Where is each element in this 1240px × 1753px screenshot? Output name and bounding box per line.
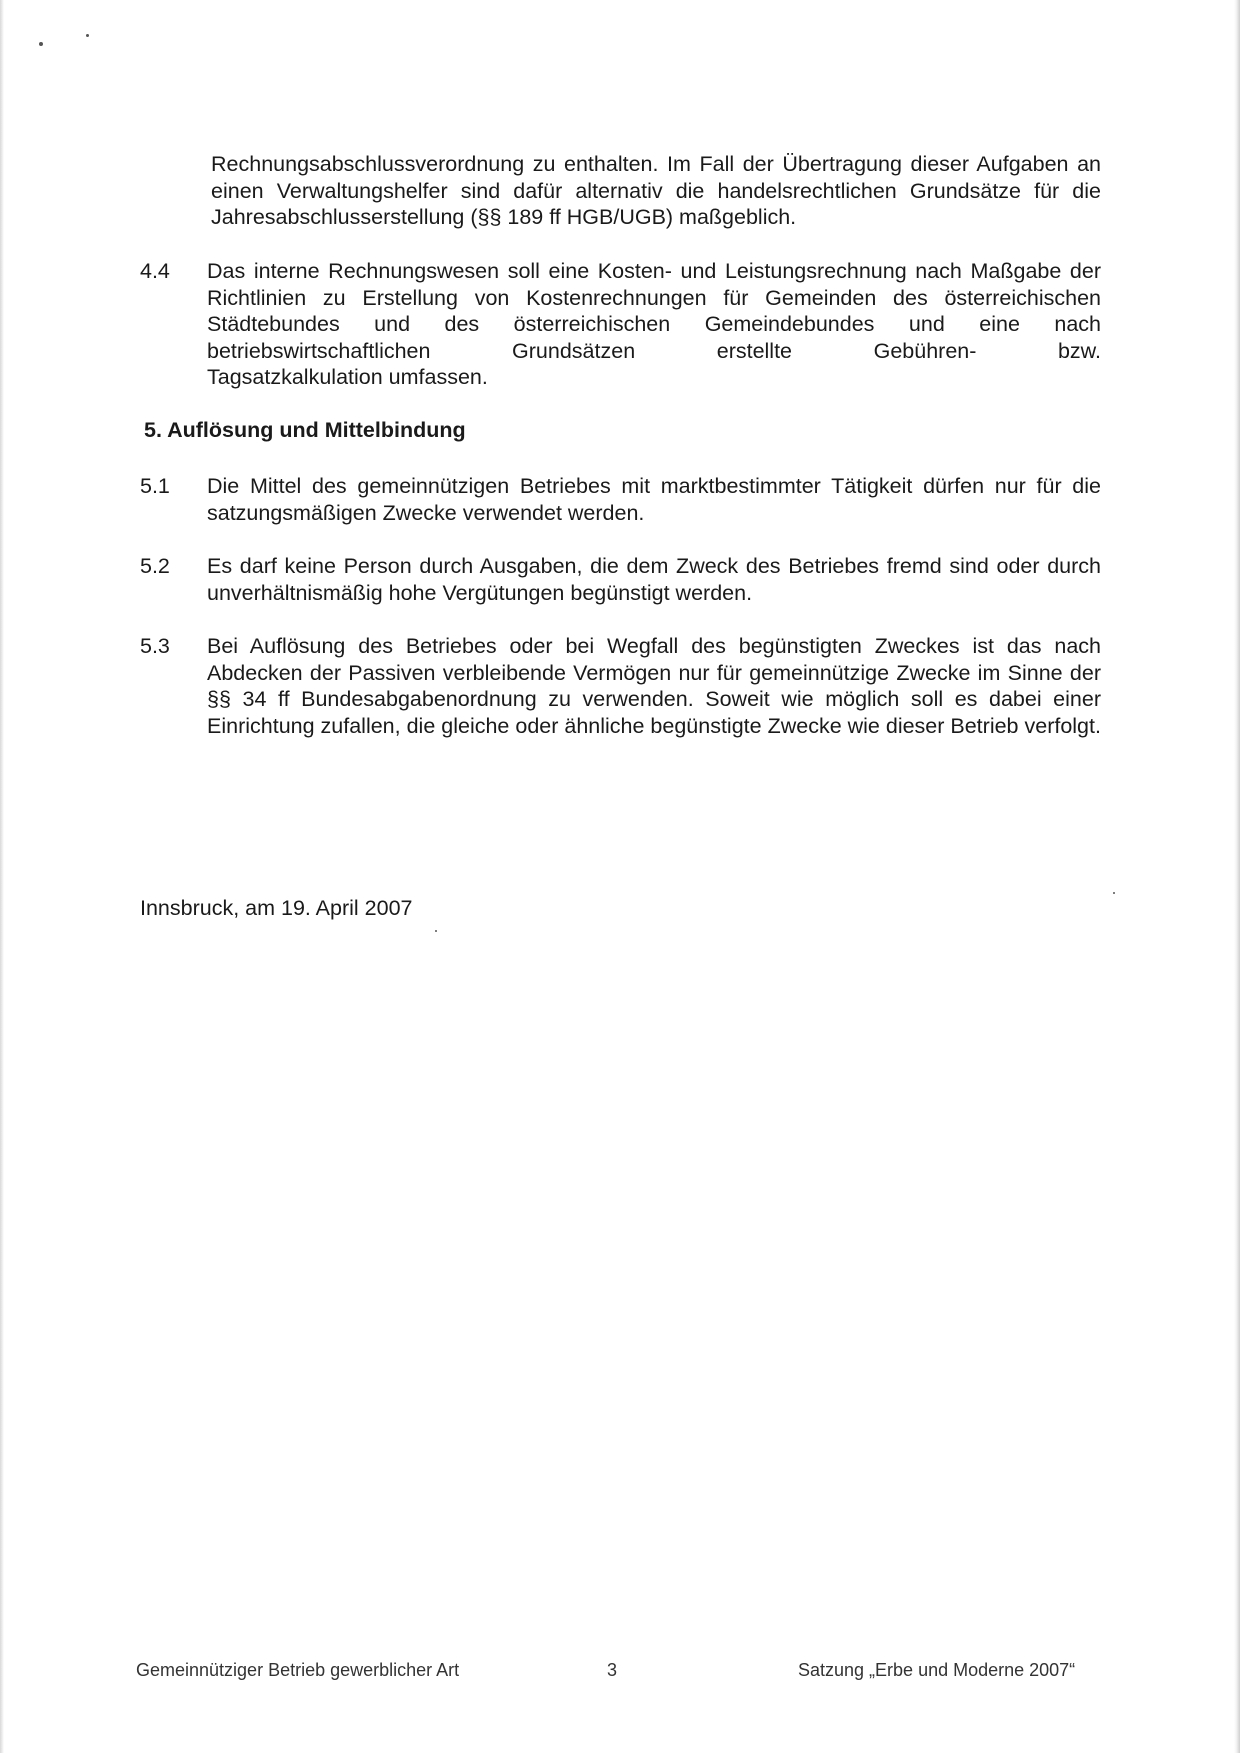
clause-text: Es darf keine Person durch Ausgaben, die dem Zweck des Betriebes fremd sind oder durch unverhältnismäßig hohe Vergütungen begünstigt werden. bbox=[207, 554, 1101, 605]
scan-speck bbox=[1113, 892, 1115, 894]
section-heading: 5. Auflösung und Mittelbindung bbox=[144, 418, 466, 442]
footer-right: Satzung „Erbe und Moderne 2007“ bbox=[798, 1660, 1076, 1680]
clause-4-4 bbox=[140, 258, 1101, 391]
scan-speck bbox=[39, 42, 43, 46]
clause-number: 5.3 bbox=[140, 634, 170, 658]
scan-edge-right bbox=[1234, 0, 1240, 1753]
scan-edge-left bbox=[0, 0, 4, 1753]
clause-text-last-line: Tagsatzkalkulation umfassen. bbox=[207, 365, 488, 389]
footer-left: Gemeinnütziger Betrieb gewerblicher Art bbox=[136, 1660, 460, 1680]
clause-number: 5.1 bbox=[140, 474, 170, 498]
continuation-paragraph: Rechnungsabschlussverordnung zu enthalten. Im Fall der Übertragung dieser Aufgaben an einen Verwaltungshelfer sind dafür alternativ die handelsrechtlichen Grundsätze für die Jahresabschlusserstellung (§§ 189 ff HGB/UGB) maßgeblich. bbox=[211, 152, 1101, 229]
clause-text: Bei Auflösung des Betriebes oder bei Wegfall des begünstigten Zweckes ist das nach Abdecken der Passiven verbleibende Vermögen nur für gemeinnützige Zwecke im Sinne der §§ 34 ff Bundesabgabenordnung zu verwenden. Soweit wie möglich soll es dabei einer Einrichtung zufallen, die gleiche oder ähnliche begünstigte Zwecke wie dieser Betrieb verfolgt. bbox=[207, 634, 1101, 738]
clause-number: 4.4 bbox=[140, 259, 170, 283]
clause-text-body: Das interne Rechnungswesen soll eine Kosten- und Leistungsrechnung nach Maßgabe der Richtlinien zu Erstellung von Kostenrechnungen für Gemeinden des österreichischen Städtebundes und des österreichischen Gemeindebundes und eine nach betriebswirtschaftlichen Grundsätzen erstellte Gebühren- bzw. bbox=[207, 259, 1101, 363]
clause-5-2 bbox=[140, 553, 1101, 606]
scan-speck bbox=[435, 930, 437, 932]
clause-5-1 bbox=[140, 473, 1101, 526]
clause-5-3 bbox=[140, 633, 1101, 739]
clause-text bbox=[207, 258, 1101, 391]
clause-number: 5.2 bbox=[140, 554, 170, 578]
clause-text: Die Mittel des gemeinnützigen Betriebes mit marktbestimmter Tätigkeit dürfen nur für die satzungsmäßigen Zwecke verwendet werden. bbox=[207, 474, 1101, 525]
page-number: 3 bbox=[607, 1660, 618, 1680]
place-and-date: Innsbruck, am 19. April 2007 bbox=[140, 896, 413, 920]
scan-speck bbox=[86, 34, 89, 37]
